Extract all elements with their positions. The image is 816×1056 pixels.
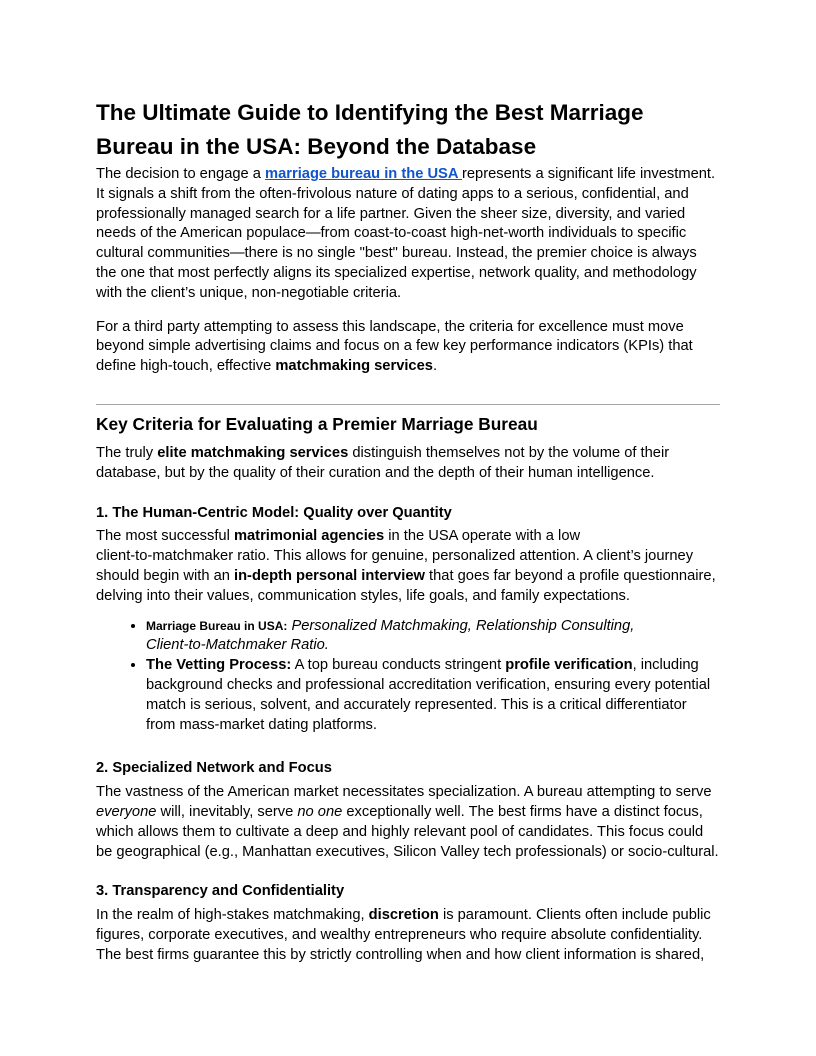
text-segment: that goes far beyond a profile questionnaire, delving into their values, communication styles, life goals, and family expectations.: [96, 567, 716, 604]
paragraph-human-centric: [96, 527, 720, 606]
subsection-heading-3: 3. Transparency and Confidentiality: [96, 883, 345, 900]
text-segment: represents a significant life investment. It signals a shift from the often-frivolous nature of dating apps to a serious, confidential, and professionally managed search for a life partner. Given the sheer size, diversity, and varied needs of the American populace—from coast-to-coast high-net-worth individuals to specific cultural communities—there is no single "best" bureau. Instead, the premier choice is always the one that most perfectly aligns its specialized expertise, network quality, and methodology with the client’s unique, non-negotiable criteria.: [96, 166, 716, 301]
text-segment: exceptionally well. The best firms have a distinct focus, which allows them to cultivate a deep and highly relevant pool of candidates. This focus could be geographical (e.g., Manhattan executives, Silicon Valley tech professionals) or socio-cultural.: [96, 803, 719, 860]
marriage-bureau-link[interactable]: marriage bureau in the USA: [265, 166, 462, 182]
bold-text: matchmaking services: [275, 358, 433, 375]
text-segment: , including background checks and professional accreditation verification, ensuring every potential match is serious, solvent, and accurately represented. This is a critical differentiator from mass-market dating platforms.: [146, 657, 711, 733]
text-segment: In the realm of high-stakes matchmaking,: [96, 907, 369, 924]
text-segment: will, inevitably, serve: [156, 803, 298, 820]
italic-text: no one: [297, 803, 343, 820]
text-segment: For a third party attempting to assess this landscape, the criteria for excellence must move beyond simple advertising claims and focus on a few key performance indicators (KPIs) that define high-touch, effective: [96, 318, 693, 375]
section-divider: [96, 404, 720, 405]
text-segment: A top bureau conducts stringent: [291, 657, 506, 674]
italic-text: Client-to-Matchmaker: [146, 637, 287, 654]
section-heading-key-criteria: Key Criteria for Evaluating a Premier Marriage Bureau: [96, 413, 538, 434]
text-segment: distinguish themselves not by the volume of their database, but by the quality of their curation and the depth of their human intelligence.: [96, 444, 670, 481]
text-segment: The decision to engage a: [96, 166, 266, 182]
subsection-heading-1: 1. The Human-Centric Model: Quality over Quantity: [96, 504, 452, 521]
list-item-vetting-process: [146, 656, 720, 735]
text-segment: The truly: [96, 444, 158, 461]
bold-text: in-depth personal interview: [234, 567, 425, 584]
bold-text: matrimonial agencies: [233, 528, 385, 545]
bold-text: elite matchmaking services: [157, 444, 349, 461]
italic-text: Personalized Matchmaking, Relationship Consulting,: [287, 617, 635, 634]
text-segment: ratio. This allows for genuine, personalized attention. A client’s journey should begin with an: [96, 548, 694, 584]
italic-text: everyone: [96, 803, 157, 820]
bold-text: profile verification: [505, 657, 633, 674]
paragraph-key-criteria-intro: [96, 444, 720, 484]
paragraph-specialized-network: [96, 783, 720, 862]
bullet-list: [96, 617, 720, 736]
text-segment: .: [432, 358, 438, 375]
text-segment: is paramount. Clients often include public figures, corporate executives, and wealthy entrepreneurs who require absolute confidentiality. The best firms guarantee this by strictly controlling when and how client information is shared,: [96, 907, 711, 963]
paragraph-transparency: [96, 906, 720, 965]
text-segment: The most successful: [96, 528, 234, 545]
document-title: The Ultimate Guide to Identifying the Best Marriage Bureau in the USA: Beyond the Database: [96, 100, 644, 159]
paragraph-kpi: [96, 318, 720, 377]
text-segment: The vastness of the American market necessitates specialization. A bureau attempting to serve: [96, 784, 712, 801]
text-segment: in the USA operate with a low: [384, 528, 581, 545]
text-segment: client-to-matchmaker: [96, 548, 234, 565]
bold-text: Marriage Bureau in USA:: [146, 618, 288, 633]
bold-text: The Vetting Process:: [146, 657, 292, 674]
paragraph-intro: [96, 165, 720, 304]
italic-text: Ratio.: [286, 637, 329, 654]
list-item-marriage-bureau: [146, 617, 720, 657]
bold-text: discretion: [368, 907, 439, 924]
subsection-heading-2: 2. Specialized Network and Focus: [96, 760, 332, 777]
